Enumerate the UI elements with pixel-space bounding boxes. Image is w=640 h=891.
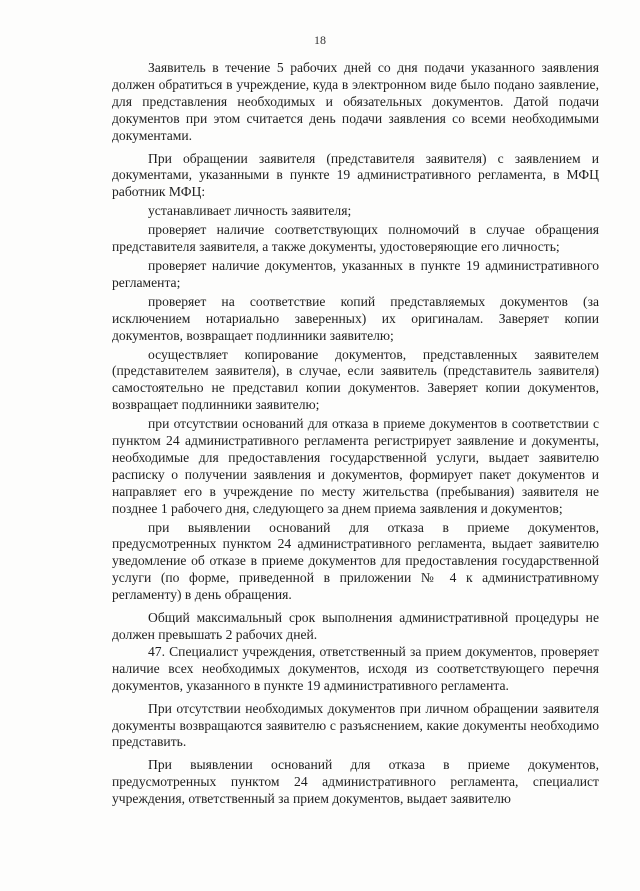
paragraph-refusal-notice: при выявлении оснований для отказа в приеме документов, предусмотренных пунктом 24 административного регламента, выдает заявителю уведомление об отказе в приеме документов для предоставления государственной услуги (по форме, приведенной в приложении № 4 к административному регламенту) в день обращения. bbox=[112, 519, 599, 603]
paragraph-item-47: 47. Специалист учреждения, ответственный за прием документов, проверяет наличие всех необходимых документов, исходя из соответствующего перечня документов, указанного в пункте 19 административного регламента. bbox=[112, 643, 599, 693]
paragraph-identity: устанавливает личность заявителя; bbox=[148, 203, 352, 219]
paragraph-refusal-grounds: При выявлении оснований для отказа в приеме документов, предусмотренных пунктом 24 административного регламента, специалист учреждения, ответственный за прием документов, выдает заявителю bbox=[112, 757, 599, 807]
page-number: 18 bbox=[314, 33, 326, 47]
paragraph-missing-documents: При отсутствии необходимых документов при личном обращении заявителя документы возвращаются заявителю с разъяснением, какие документы необходимо представить. bbox=[112, 700, 599, 750]
paragraph-documents-check: проверяет наличие документов, указанных в пункте 19 административного регламента; bbox=[112, 257, 599, 290]
paragraph-max-term: Общий максимальный срок выполнения административной процедуры не должен превышать 2 рабочих дней. bbox=[112, 610, 599, 642]
paragraph-copies-check: проверяет на соответствие копий представляемых документов (за исключением нотариально заверенных) их оригиналам. Заверяет копии документов, возвращает подлинники заявителю; bbox=[112, 293, 599, 343]
paragraph-copying: осуществляет копирование документов, представленных заявителем (представителем заявителя), в случае, если заявитель (представитель заявителя) самостоятельно не представил копии документов. Заверяет копии документов, возвращает подлинники заявителю; bbox=[112, 346, 599, 413]
paragraph-registration: при отсутствии оснований для отказа в приеме документов в соответствии с пунктом 24 административного регламента регистрирует заявление и документы, необходимые для предоставления государственной услуги, выдает заявителю расписку о получении заявления и документов, формирует пакет документов и направляет его в учреждение по месту жительства (пребывания) заявителя не позднее 1 рабочего дня, следующего за днем приема заявления и документов; bbox=[112, 416, 599, 516]
paragraph-authority-check: проверяет наличие соответствующих полномочий в случае обращения представителя заявителя, а также документы, удостоверяющие его личность; bbox=[112, 222, 599, 255]
paragraph-mfc-intro: При обращении заявителя (представителя заявителя) с заявлением и документами, указанными в пункте 19 административного регламента, в МФЦ работник МФЦ: bbox=[112, 150, 599, 200]
document-body bbox=[112, 60, 599, 808]
paragraph-electronic-submission: Заявитель в течение 5 рабочих дней со дня подачи указанного заявления должен обратиться в учреждение, куда в электронном виде было подано заявление, для представления необходимых и обязательных документов. Датой подачи документов при этом считается день подачи заявления со всеми необходимыми документами. bbox=[112, 60, 599, 143]
